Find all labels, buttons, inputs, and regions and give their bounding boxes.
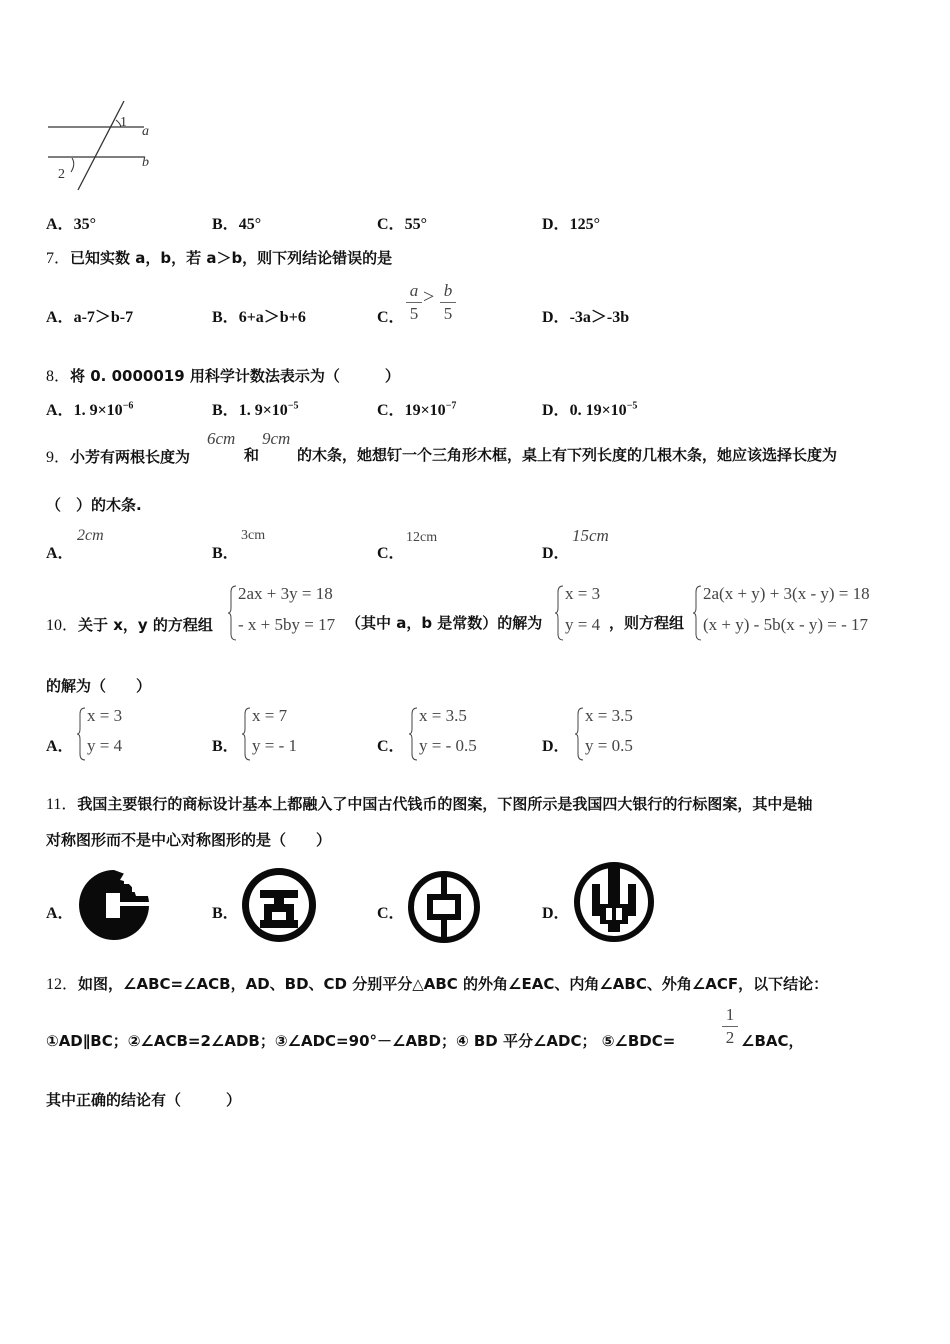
q9-option-d-value: 15cm: [572, 526, 609, 545]
boc-logo-icon: [406, 869, 482, 945]
q10-option-d-system: x = 3.5 y = 0.5: [575, 706, 665, 762]
q9-length-9cm: 9cm: [262, 429, 291, 448]
q7-option-d[interactable]: D．-3a＞-3b: [542, 309, 630, 326]
line-b-label: b: [142, 155, 149, 170]
q8-option-b[interactable]: B．1. $9\times 10^{-5}$: [212, 400, 299, 419]
q11-option-b[interactable]: B．: [212, 905, 239, 922]
q12-stem-line3: 其中正确的结论有（ ）: [46, 1091, 242, 1109]
abc-logo-icon: [572, 860, 656, 944]
q9-option-b-value: 3cm: [241, 528, 266, 543]
q12-half-fraction: 1 2: [722, 1004, 738, 1049]
q9-option-c[interactable]: C．: [377, 545, 405, 562]
q10-option-c-system: x = 3.5 y = - 0.5: [409, 706, 509, 762]
q10-option-c[interactable]: C．: [377, 738, 405, 755]
q11-option-d[interactable]: D．: [542, 905, 570, 922]
q7-c-fraction-a: a 5: [406, 280, 422, 325]
q9-and: 和: [244, 446, 260, 464]
q10-option-b-system: x = 7 y = - 1: [242, 706, 322, 762]
ccb-logo-icon: [76, 866, 152, 944]
q10-stem-start: 10．关于 x，y 的方程组: [46, 616, 213, 634]
q10-stem-middle: （其中 a，b 是常数）的解为: [346, 614, 543, 632]
q10-stem-line2: 的解为（ ）: [46, 677, 152, 695]
angle-1-label: 1: [120, 115, 127, 130]
q10-solution: x = 3 y = 4: [555, 584, 615, 642]
line-a-label: a: [142, 124, 149, 139]
q6-option-c[interactable]: C．55°: [377, 216, 427, 233]
q10-option-b[interactable]: B．: [212, 738, 239, 755]
q9-stem-end: 的木条，她想钉一个三角形木框，桌上有下列长度的几根木条，她应该选择长度为: [297, 446, 838, 464]
q10-option-a-system: x = 3 y = 4: [77, 706, 147, 762]
q11-stem-line2: 对称图形而不是中心对称图形的是（ ）: [46, 831, 332, 849]
q9-stem-line2: （ ）的木条.: [46, 496, 142, 514]
q11-option-a[interactable]: A．: [46, 905, 74, 922]
q6-option-b[interactable]: B．45°: [212, 216, 262, 233]
q10-option-d[interactable]: D．: [542, 738, 570, 755]
q8-option-d[interactable]: D．0. $19\times 10^{-5}$: [542, 400, 638, 419]
parallel-lines-figure: [44, 98, 164, 192]
q10-stem-end: ，则方程组: [609, 614, 685, 632]
q7-option-c[interactable]: C．: [377, 309, 405, 326]
q7-option-a[interactable]: A．a-7＞b-7: [46, 309, 134, 326]
q9-option-a-value: 2cm: [77, 527, 104, 544]
q6-option-d[interactable]: D．125°: [542, 216, 600, 233]
q9-length-6cm: 6cm: [207, 429, 236, 448]
q11-option-c[interactable]: C．: [377, 905, 405, 922]
q7-c-greater-than: >: [423, 286, 435, 308]
q10-option-a[interactable]: A．: [46, 738, 74, 755]
q9-stem-start: 9．小芳有两根长度为: [46, 448, 191, 466]
q10-system-1: 2ax + 3y = 18 - x + 5by = 17: [228, 584, 358, 642]
angle-2-label: 2: [58, 167, 65, 182]
q7-c-fraction-b: b 5: [440, 280, 456, 325]
q8-option-c[interactable]: C．$19\times 10^{-7}$: [377, 400, 457, 419]
q9-option-b[interactable]: B．: [212, 545, 239, 562]
q12-stem-line2-end: ∠BAC，: [741, 1032, 804, 1050]
q9-option-a[interactable]: A．: [46, 545, 74, 562]
q10-system-2: 2a(x + y) + 3(x - y) = 18 (x + y) - 5b(x - y) = - 17: [693, 584, 893, 642]
q8-option-a[interactable]: A．1. $9\times 10^{-6}$: [46, 400, 134, 419]
q12-stem-line1: 12．如图，∠ABC=∠ACB，AD、BD、CD 分别平分△ABC 的外角∠EAC、内角∠ABC、外角∠ACF，以下结论：: [46, 975, 829, 993]
q8-stem: 8．将 0. 0000019 用科学计数法表示为（ ）: [46, 367, 400, 385]
q9-option-d[interactable]: D．: [542, 545, 570, 562]
q6-option-a[interactable]: A．35°: [46, 216, 96, 233]
q7-option-b[interactable]: B．6+a＞b+6: [212, 309, 306, 326]
q11-stem-line1: 11．我国主要银行的商标设计基本上都融入了中国古代钱币的图案，下图所示是我国四大银行的行标图案，其中是轴: [46, 795, 813, 813]
q9-option-c-value: 12cm: [406, 530, 438, 545]
q7-stem: 7．已知实数 a，b，若 a＞b，则下列结论错误的是: [46, 249, 393, 267]
q12-stem-line2: ①AD∥BC；②∠ACB=2∠ADB；③∠ADC=90°－∠ABD；④ BD 平分∠ADC； ⑤∠BDC=: [46, 1032, 676, 1050]
icbc-logo-icon: [240, 866, 318, 944]
